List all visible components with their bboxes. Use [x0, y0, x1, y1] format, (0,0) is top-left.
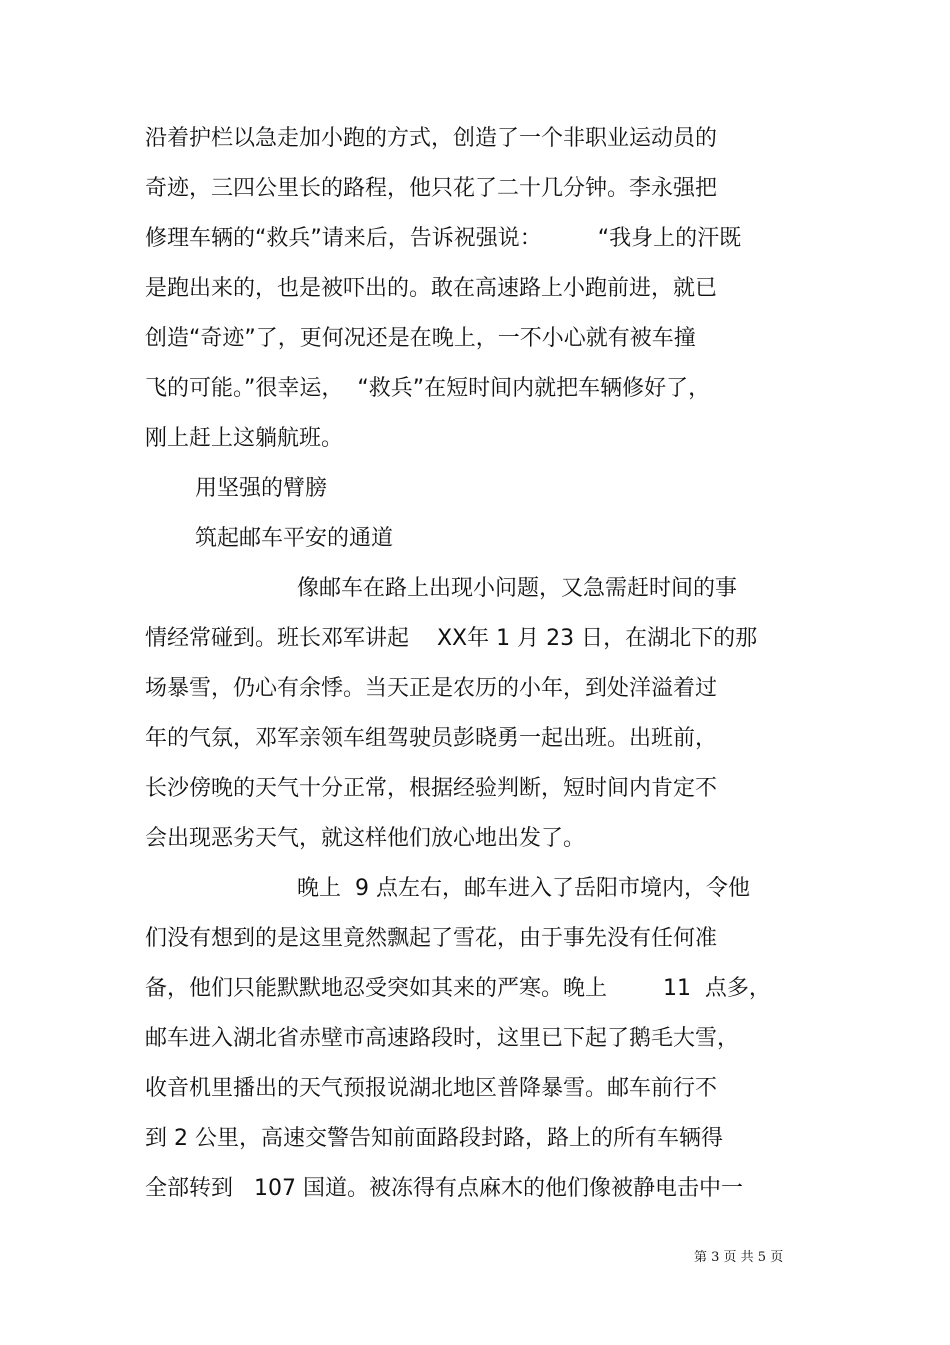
text-line: 长沙傍晚的天气十分正常，根据经验判断，短时间内肯定不 [145, 776, 718, 801]
section-heading: 筑起邮车平安的通道 [195, 526, 394, 551]
text-line: 刚上赶上这躺航班。 [145, 426, 344, 451]
text-line: 全部转到 107 国道。被冻得有点麻木的他们像被静电击中一 [145, 1176, 743, 1201]
paragraph-start-line: 晚上 9 点左右，邮车进入了岳阳市境内，令他 [297, 876, 750, 901]
text-line: 创造“奇迹”了，更何况还是在晚上，一不小心就有被车撞 [145, 326, 696, 351]
text-line: 奇迹，三四公里长的路程，他只花了二十几分钟。李永强把 [145, 176, 718, 201]
text-line: 年的气氛，邓军亲领车组驾驶员彭晓勇一起出班。出班前， [145, 726, 718, 751]
text-line: 收音机里播出的天气预报说湖北地区普降暴雪。邮车前行不 [145, 1076, 718, 1101]
text-line: 情经常碰到。班长邓军讲起 XX年 1 月 23 日，在湖北下的那 [145, 626, 758, 651]
text-line: 修理车辆的“救兵”请来后，告诉祝强说： “我身上的汗既 [145, 226, 742, 251]
text-line: 备，他们只能默默地忍受突如其来的严寒。晚上 11 点多， [145, 976, 771, 1001]
paragraph-start-line: 像邮车在路上出现小问题，又急需赶时间的事 [297, 576, 738, 601]
section-heading: 用坚强的臂膀 [195, 476, 328, 501]
text-line: 场暴雪，仍心有余悸。当天正是农历的小年，到处洋溢着过 [145, 676, 718, 701]
text-line: 邮车进入湖北省赤壁市高速路段时，这里已下起了鹅毛大雪， [145, 1026, 740, 1051]
text-line: 沿着护栏以急走加小跑的方式，创造了一个非职业运动员的 [145, 126, 718, 151]
text-line: 们没有想到的是这里竟然飘起了雪花，由于事先没有任何准 [145, 926, 718, 951]
text-line: 到 2 公里，高速交警告知前面路段封路，路上的所有车辆得 [145, 1126, 723, 1151]
text-line: 会出现恶劣天气，就这样他们放心地出发了。 [145, 826, 586, 851]
text-line: 飞的可能。”很幸运， “救兵”在短时间内就把车辆修好了， [145, 376, 711, 401]
text-line: 是跑出来的，也是被吓出的。敢在高速路上小跑前进，就已 [145, 276, 718, 301]
page-number-footer: 第 3 页 共 5 页 [694, 1250, 784, 1265]
